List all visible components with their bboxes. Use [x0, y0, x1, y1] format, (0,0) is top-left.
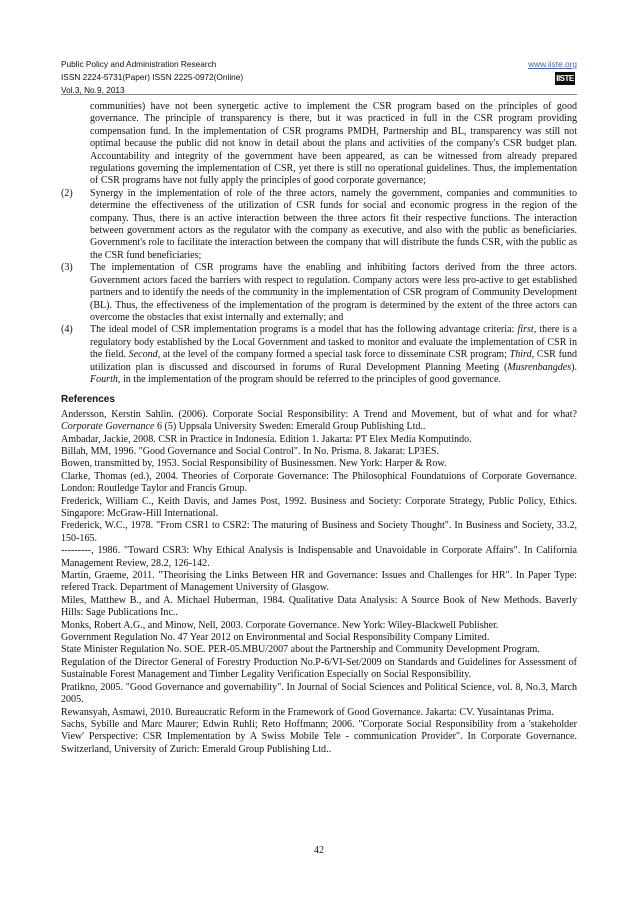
reference-entry: ---------, 1986. "Toward CSR3: Why Ethical Analysis is Indispensable and Unavoidable in Corporate Affairs". In California Management Review, 28.2, 126-142. [61, 545, 577, 569]
list-item-number: (4) [61, 324, 73, 336]
list-item-number: (2) [61, 187, 73, 199]
reference-entry: Rewansyah, Asmawi, 2010. Bureaucratic Reform in the Framework of Good Governance. Jakarta: CV. Yusaintanas Prima. [61, 706, 554, 718]
reference-entry: Monks, Robert A.G., and Minow, Nell, 2003. Corporate Governance. New York: Wiley-Blackwell Publisher. [61, 619, 499, 631]
page-number: 42 [314, 845, 324, 856]
header-divider [61, 94, 577, 95]
logo-text: IISTE [556, 74, 574, 83]
issn-line: ISSN 2224-5731(Paper) ISSN 2225-0972(Online) [61, 72, 244, 82]
list-item-text: communities) have not been synergetic active to implement the CSR program based on the principles of good governance. The principle of transparency is there, but it was practiced in full in the CSR program providing compensation fund. In the implementation of CSR programs PMDH, Partnership and BL, transparency was still not optimal because the public did not know in detail about the plans and activities of the company's CSR budget plan. Accountability and integrity of the government have been appeared, as can be witnessed from already prepared regulations governing the implementation of CSR, yet there is still no operational guidelines. Thus, the implementation of CSR programs have not fully apply the principles of good corporate governance; [90, 101, 577, 187]
list-item-continuation [61, 101, 577, 188]
volume-line: Vol.3, No.9, 2013 [61, 85, 125, 95]
list-item [61, 262, 577, 324]
journal-title: Public Policy and Administration Research [61, 59, 217, 69]
reference-entry: Bowen, transmitted by, 1953. Social Responsibility of Businessmen. New York: Harper & Row. [61, 458, 447, 470]
list-item [61, 324, 577, 386]
list-item-text: The implementation of CSR programs have the enabling and inhibiting factors derived from the three actors. Government actors faced the barriers with respect to regulation. Company actors were less pro-active to get established partners and to identify the needs of the community in the implementation of CSR program of Community Development (BL). Thus, the effectiveness of the implementation of the program is determined by the extent of the three actors can overcome the obstacles that exist internally and externally; and [90, 262, 577, 323]
reference-entry: Billah, MM, 1996. "Good Governance and Social Control". In No. Prisma. 8. Jakarat: LP3ES. [61, 445, 439, 457]
reference-entry: State Minister Regulation No. SOE. PER-05.MBU/2007 about the Partnership and Community Development Program. [61, 644, 540, 656]
page-header [61, 58, 577, 97]
list-item [61, 188, 577, 262]
reference-entry: Regulation of the Director General of Forestry Production No.P-6/VI-Set/2009 on Standards and Guidelines for Assessment of Sustainable Forest Management and Timber Legality Verification Especially on Social Responsibility. [61, 656, 577, 681]
reference-entry: Ambadar, Jackie, 2008. CSR in Practice in Indonesia. Edition 1. Jakarta: PT Elex Media Komputindo. [61, 433, 472, 445]
reference-entry: Clarke, Thomas (ed.), 2004. Theories of Corporate Governance: The Philosophical Foundatuions of Corporate Governance. London: Routledge Taylor and Francis Group. [61, 470, 577, 495]
list-item-text: Synergy in the implementation of role of the three actors, namely the government, companies and communities to determine the effectiveness of the utilization of CSR funds for social and economic progress in the region of the company. Thus, there is an active interaction between the three actors fit their respective functions. The interaction between government actors as the regulator with the company as executive, and also with the public as beneficiaries. Government's role to facilitate the interaction between the company that will distribute the funds CSR, with the public as the CSR fund beneficiaries; [90, 187, 577, 261]
iiste-logo [555, 70, 577, 86]
reference-list [61, 434, 577, 757]
page-content [61, 101, 577, 756]
reference-entry: Pratikno, 2005. "Good Governance and governability". In Journal of Social Sciences and Political Science, vol. 8, No.3, March 2005. [61, 681, 577, 706]
reference-entry: Frederick, William C., Keith Davis, and James Post, 1992. Business and Society: Corporate Strategy, Public Policy, Ethics. Singapore: McGraw-Hill International. [61, 495, 577, 519]
reference-entry: Miles, Matthew B., and A. Michael Huberman, 1984. Qualitative Data Analysis: A Source Book of New Methods. Baverly Hills: Sage Publications Inc.. [61, 594, 577, 619]
references-heading: References [61, 394, 115, 406]
reference-entry: Andersson, Kerstin Sahlin. (2006). Corporate Social Responsibility: A Trend and Movement, but of what and for what? Corporate Governance 6 (5) Uppsala University Sweden: Emerald Group Publishing Ltd.. [61, 408, 577, 433]
reference-entry: Frederick, W.C., 1978. "From CSR1 to CSR2: The maturing of Business and Society Thought". In Business and Society, 33.2, 150-165. [61, 520, 577, 544]
journal-url-link[interactable]: www.iiste.org [528, 59, 577, 69]
reference-entry: Government Regulation No. 47 Year 2012 on Environmental and Social Responsibility Company Limited. [61, 632, 490, 644]
reference-entry: Martin, Graeme, 2011. "Theorising the Links Between HR and Governance: Issues and Challenges for HR". In Paper Type: refered Track. Department of Management University of Glasgow. [61, 570, 577, 594]
list-item-text: The ideal model of CSR implementation programs is a model that has the following advantage criteria: first, there is a regulatory body established by the Local Government and tasked to monitor and evaluate the implementation of CSR in the field. Second, at the level of the company formed a special task force to disseminate CSR program; Third, CSR fund utilization plan is discussed and discoursed in forums of Rural Development Planning Meeting (Musrenbangdes). Fourth, in the implementation of the program should be referred to the principles of good governance. [90, 324, 578, 385]
reference-entry: Sachs, Sybille and Marc Maurer; Edwin Ruhli; Reto Hoffmann; 2006. "Corporate Social Responsibility from a 'stakeholder View' Perspective: CSR Implementation by A Swiss Mobile Tele - communication Provider". In Corporate Governance. Switzerland, University of Zurich: Emerald Group Publishing Ltd.. [61, 718, 577, 755]
list-item-number: (3) [61, 262, 73, 274]
